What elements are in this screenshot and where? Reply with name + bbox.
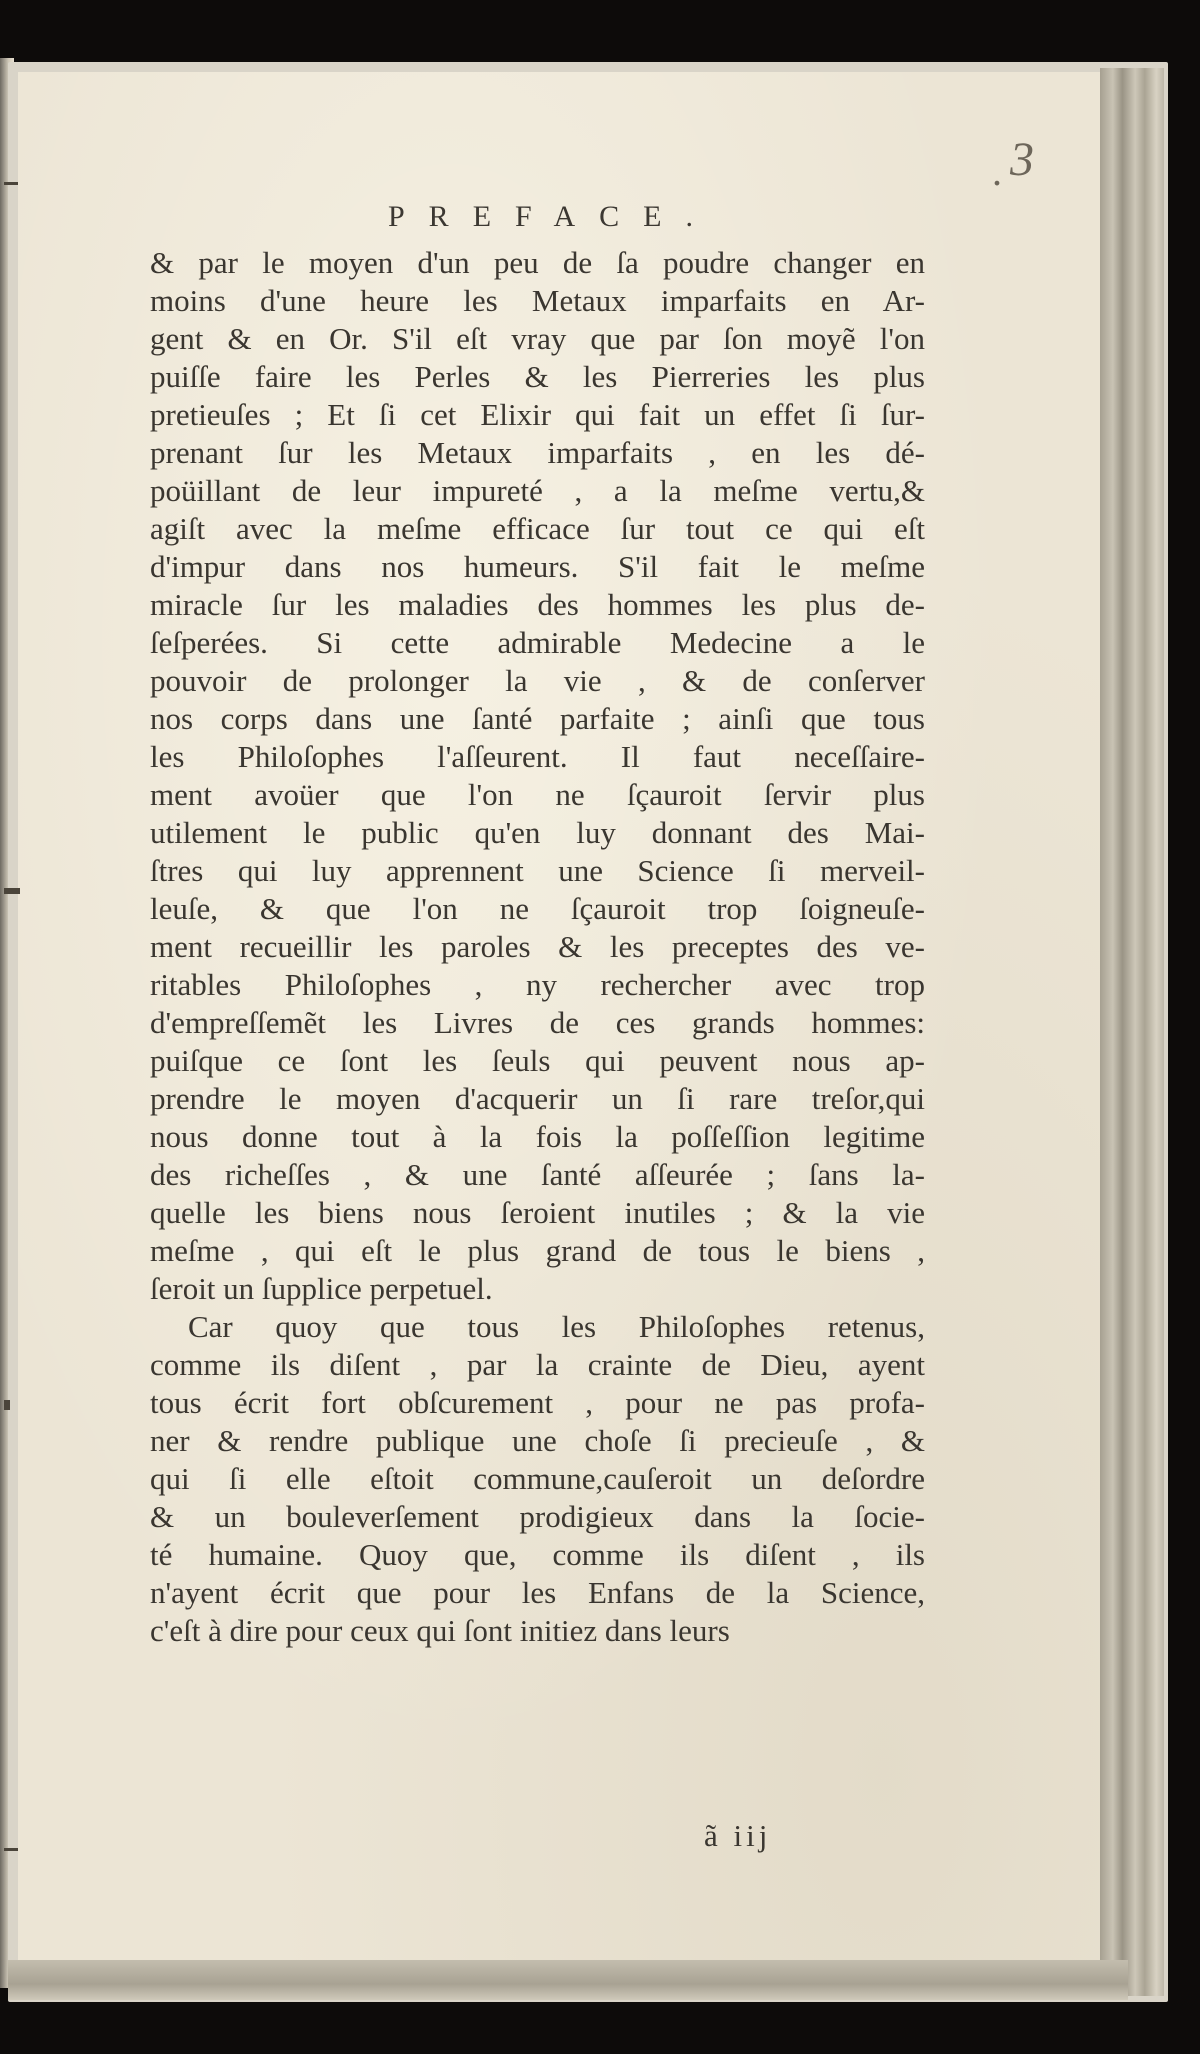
running-head: PREFACE.	[388, 200, 717, 233]
margin-mark	[4, 182, 18, 185]
text-line: prendre le moyen d'acquerir un ſi rare treſor,qui	[150, 1081, 925, 1116]
page-fore-edge	[1100, 68, 1164, 1996]
text-line: qui ſi elle eſtoit commune,cauſeroit un deſordre	[150, 1461, 925, 1496]
text-line: puiſque ce ſont les ſeuls qui peuvent nous ap-	[150, 1043, 925, 1078]
text-line: tous écrit fort obſcurement , pour ne pas profa-	[150, 1385, 925, 1420]
text-line: ſtres qui luy apprennent une Science ſi merveil-	[150, 853, 925, 888]
text-line: Car quoy que tous les Philoſophes retenus,	[188, 1309, 925, 1344]
text-line: des richeſſes , & une ſanté aſſeurée ; ſans la-	[150, 1157, 925, 1192]
text-line: nos corps dans une ſanté parfaite ; ainſi que tous	[150, 701, 925, 736]
text-line: nous donne tout à la fois la poſſeſſion legitime	[150, 1119, 925, 1154]
margin-mark	[4, 1400, 10, 1410]
text-line: les Philoſophes l'aſſeurent. Il faut neceſſaire-	[150, 739, 925, 774]
text-line: leuſe, & que l'on ne ſçauroit trop ſoigneuſe-	[150, 891, 925, 926]
signature-mark: ã iij	[704, 1818, 772, 1853]
text-line: ment recueillir les paroles & les preceptes des ve-	[150, 929, 925, 964]
text-line: d'empreſſemẽt les Livres de ces grands hommes:	[150, 1005, 925, 1040]
text-line: comme ils diſent , par la crainte de Dieu, ayent	[150, 1347, 925, 1382]
text-line: n'ayent écrit que pour les Enfans de la Science,	[150, 1575, 925, 1610]
text-line: & par le moyen d'un peu de ſa poudre changer en	[150, 245, 925, 280]
text-line: c'eſt à dire pour ceux qui ſont initiez dans leurs	[150, 1613, 730, 1648]
text-line: prenant ſur les Metaux imparfaits , en les dé-	[150, 435, 925, 470]
body-text	[150, 244, 925, 1650]
text-line: ment avoüer que l'on ne ſçauroit ſervir plus	[150, 777, 925, 812]
text-line: meſme , qui eſt le plus grand de tous le biens ,	[150, 1233, 925, 1268]
text-line: té humaine. Quoy que, comme ils diſent , ils	[150, 1537, 925, 1572]
text-line: gent & en Or. S'il eſt vray que par ſon moyẽ l'on	[150, 321, 925, 356]
margin-mark	[4, 888, 20, 894]
text-line: poüillant de leur impureté , a la meſme vertu,&	[150, 473, 925, 508]
text-line: utilement le public qu'en luy donnant des Mai-	[150, 815, 925, 850]
page-bottom-edge	[8, 1960, 1128, 2000]
margin-mark	[4, 1848, 18, 1851]
text-line: puiſſe faire les Perles & les Pierreries les plus	[150, 359, 925, 394]
text-line: ritables Philoſophes , ny rechercher avec trop	[150, 967, 925, 1002]
text-line: ner & rendre publique une choſe ſi precieuſe , &	[150, 1423, 925, 1458]
text-line: ſeroit un ſupplice perpetuel.	[150, 1271, 493, 1306]
text-line: & un bouleverſement prodigieux dans la ſocie-	[150, 1499, 925, 1534]
page-number: 3	[1010, 133, 1036, 186]
text-line: miracle ſur les maladies des hommes les plus de-	[150, 587, 925, 622]
text-line: pretieuſes ; Et ſi cet Elixir qui fait un effet ſi ſur-	[150, 397, 925, 432]
text-line: agiſt avec la meſme efficace ſur tout ce qui eſt	[150, 511, 925, 546]
text-line: ſeſperées. Si cette admirable Medecine a le	[150, 625, 925, 660]
text-line: pouvoir de prolonger la vie , & de conſerver	[150, 663, 925, 698]
folio-dot: .	[992, 149, 1002, 194]
text-line: moins d'une heure les Metaux imparfaits en Ar-	[150, 283, 925, 318]
text-line: quelle les biens nous ſeroient inutiles ; & la vie	[150, 1195, 925, 1230]
text-line: d'impur dans nos humeurs. S'il fait le meſme	[150, 549, 925, 584]
